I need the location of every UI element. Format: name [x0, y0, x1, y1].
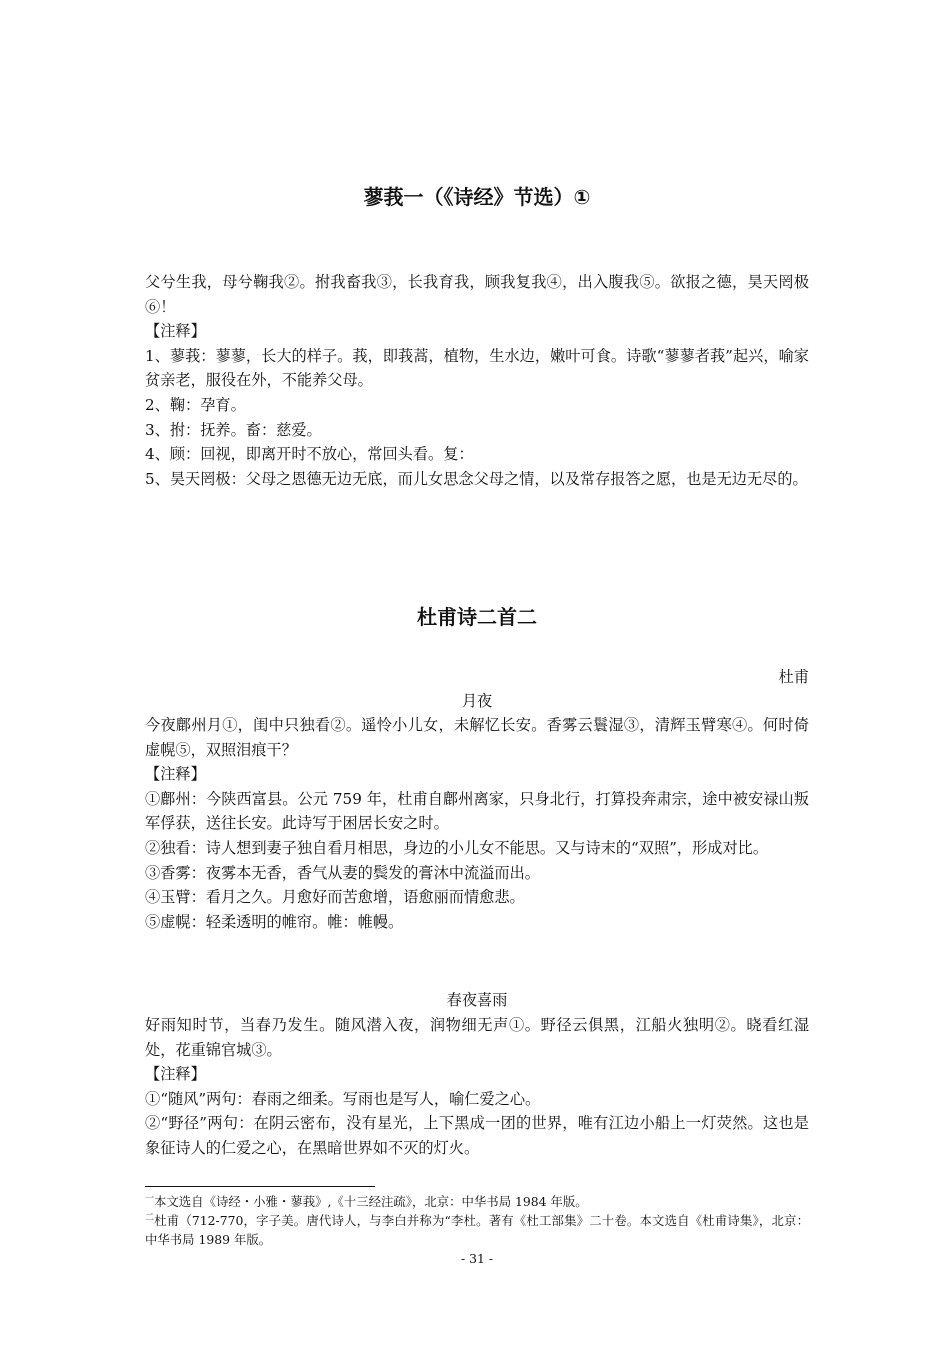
note-item: 4、顾：回视，即离开时不放心，常回头看。复： [145, 445, 474, 464]
note-item: 2、鞠：孕育。 [145, 395, 246, 414]
footnote-text: 杜甫（712-770，字子美。唐代诗人，与李白并称为“李杜。著有《杜工部集》二十卷。本文选自《杜甫诗集》，北京：中华书局 1989 年版。 [145, 1213, 809, 1247]
note-item: 5、昊天罔极：父母之恩德无边无底，而儿女思念父母之情，以及常存报答之愿，也是无边无尽的。 [145, 469, 808, 488]
poem2-title: 春夜喜雨 [446, 991, 508, 1009]
section1-body [145, 270, 809, 491]
poem-text: 好雨知时节，当春乃发生。随风潜入夜，润物细无声①。野径云俱黑，江船火独明②。晓看红湿处，花重锦官城③。 [145, 1016, 809, 1059]
notes-heading: 【注释】 [145, 765, 206, 784]
note-item: ⑤虚幌：轻柔透明的帷帘。帷：帷幔。 [145, 912, 404, 931]
note-item: ③香雾：夜雾本无香，香气从妻的鬓发的膏沐中流溢而出。 [145, 863, 540, 882]
note-item: 3、拊：抚养。畜：慈爱。 [145, 420, 322, 439]
section2-title: 杜甫诗二首二 [417, 605, 537, 629]
poem2-body [145, 1013, 809, 1161]
poem1-title: 月夜 [461, 692, 493, 710]
section1-title: 蓼莪一（《诗经》节选）① [363, 185, 591, 209]
footnote-mark: 一 [145, 1193, 155, 1204]
footnote-item [145, 1211, 809, 1249]
poem1-body [145, 713, 809, 934]
author-name: 杜甫 [778, 668, 809, 686]
note-item: ④玉臂：看月之久。月愈好而苦愈增，语愈丽而情愈悲。 [145, 888, 525, 907]
note-item: ①“随风”两句：春雨之细柔。写雨也是写人，喻仁爱之心。 [145, 1089, 541, 1108]
note-item: ②独看：诗人想到妻子独自看月相思，身边的小儿女不能思。又与诗末的“双照”，形成对比。 [145, 838, 769, 857]
footnote-item [145, 1192, 809, 1211]
notes-heading: 【注释】 [145, 1065, 206, 1084]
note-item: 1、蓼莪：蓼蓼，长大的样子。莪，即莪蒿，植物，生水边，嫩叶可食。诗歌“蓼蓼者莪”起兴，喻家贫亲老，服役在外，不能养父母。 [145, 346, 809, 390]
page-number: - 31 - [460, 1251, 494, 1266]
notes-heading: 【注释】 [145, 322, 206, 341]
poem-text: 父兮生我，母兮鞠我②。拊我畜我③，长我育我，顾我复我④，出入腹我⑤。欲报之德，昊天罔极⑥！ [145, 273, 809, 316]
poem-text: 今夜鄜州月①，闺中只独看②。遥怜小儿女，未解忆长安。香雾云鬟湿③，清辉玉臂寒④。何时倚虚幌⑤，双照泪痕干？ [145, 716, 809, 759]
note-item: ①鄜州：今陕西富县。公元 759 年，杜甫自鄜州离家，只身北行，打算投奔肃宗，途中被安禄山叛军俘获，送往长安。此诗写于困居长安之时。 [145, 789, 809, 833]
footnote-divider [145, 1186, 375, 1187]
footnote-mark: 二 [145, 1212, 155, 1223]
footnote-text: 本文选自《诗经・小雅・蓼莪》,《十三经注疏》，北京：中华书局 1984 年版。 [154, 1194, 588, 1209]
footnotes [145, 1192, 809, 1249]
document-page [145, 0, 809, 1347]
note-item: ②“野径”两句：在阴云密布，没有星光，上下黑成一团的世界，唯有江边小船上一灯荧然。这也是象征诗人的仁爱之心，在黑暗世界如不灭的灯火。 [145, 1114, 809, 1157]
